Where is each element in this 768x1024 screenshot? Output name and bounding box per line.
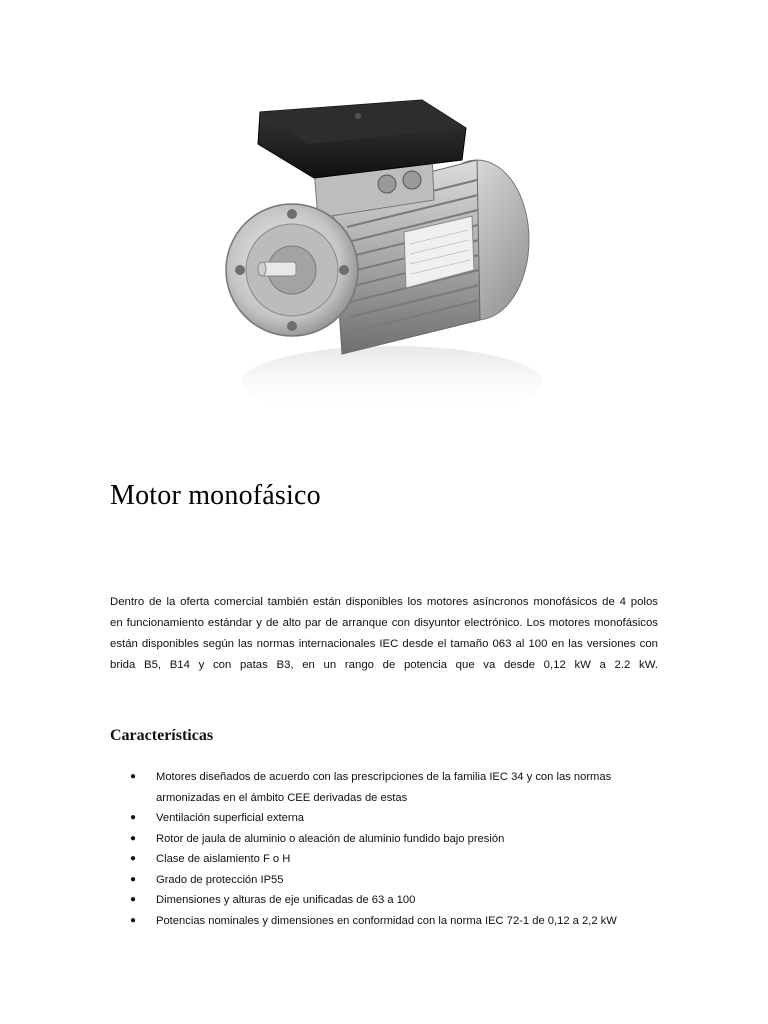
bullet-icon: ● [130,812,137,823]
feature-text: Rotor de jaula de aluminio o aleación de aluminio fundido bajo presión [156,832,505,845]
feature-text: Ventilación superficial externa [156,812,305,824]
feature-text: Clase de aislamiento F o H [156,853,291,865]
page-title: Motor monofásico [110,480,321,511]
intro-line: están disponibles según las normas internacionales IEC desde el tamaño 063 al 100 en las versiones con [110,638,658,650]
bullet-icon: ● [130,832,137,844]
feature-text: Potencias nominales y dimensiones en conformidad con la norma IEC 72-1 de 0,12 a 2,2 kW [156,914,617,927]
feature-text: Motores diseñados de acuerdo con las prescripciones de la familia IEC 34 y con las normas armonizadas en el ámbito CEE derivadas de estas [156,771,612,804]
feature-text: Grado de protección IP55 [156,873,284,886]
features-list [110,767,670,931]
list-item [110,911,670,932]
intro-line: en funcionamiento estándar y de alto par de arranque con disyuntor electrónico. Los motores monofásicos [110,617,658,629]
features-heading: Características [110,727,214,744]
list-item [110,870,670,891]
intro-line: Dentro de la oferta comercial también están disponibles los motores asíncronos monofásicos de 4 polos [110,596,658,608]
bullet-icon: ● [130,914,137,926]
electric-motor-image [222,92,552,432]
list-item [110,767,670,808]
list-item [110,808,670,829]
bullet-icon: ● [130,853,137,864]
feature-text: Dimensiones y alturas de eje unificadas de 63 a 100 [156,894,416,906]
bullet-icon: ● [130,873,137,885]
list-item [110,849,670,870]
list-item [110,890,670,911]
bullet-icon: ● [130,894,137,905]
intro-line: brida B5, B14 y con patas B3, en un rango de potencia que va desde 0,12 kW a 2.2 kW. [110,659,658,671]
list-item [110,829,670,850]
intro-paragraph [110,592,658,676]
bullet-icon: ● [130,771,137,782]
